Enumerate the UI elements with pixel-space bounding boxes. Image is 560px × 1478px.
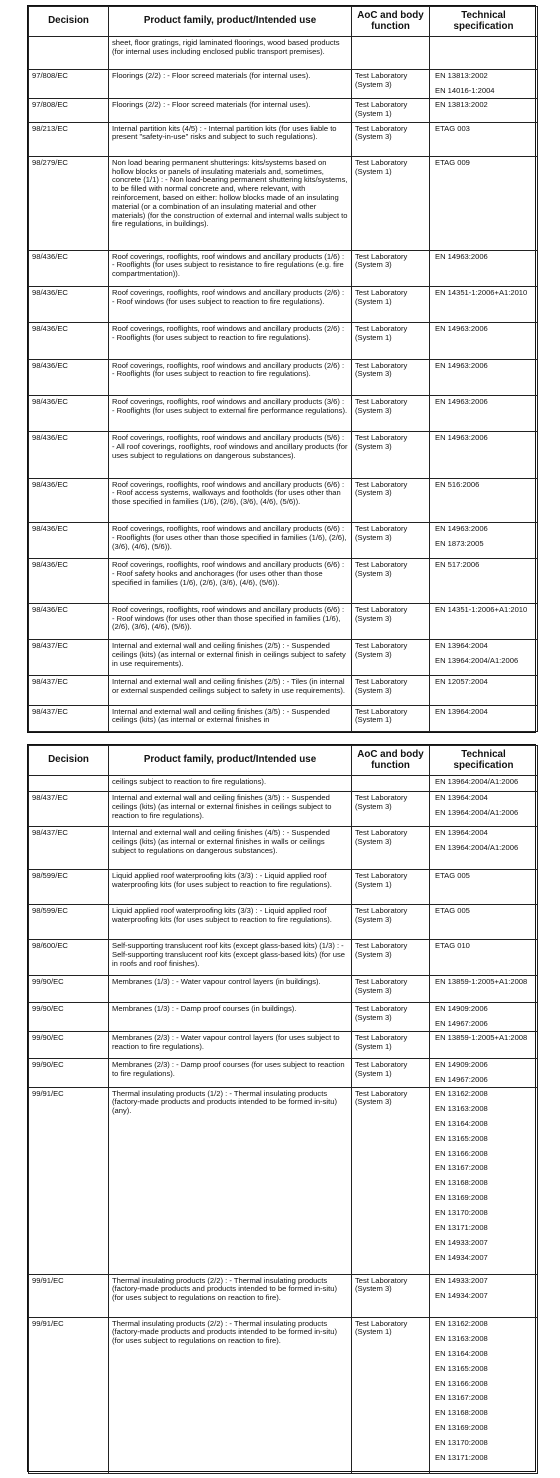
spec-cell	[430, 70, 538, 99]
table-row	[29, 905, 538, 940]
header-spec: Technical specification	[430, 746, 538, 776]
decision-cell: 98/437/EC	[29, 705, 109, 731]
spec-entry: EN 1873:2005	[435, 539, 484, 548]
aoc-cell: Test Laboratory (System 3)	[352, 976, 430, 1003]
table-row	[29, 1087, 538, 1274]
aoc-cell: Test Laboratory (System 1)	[352, 156, 430, 250]
spec-entry: EN 13171:2008	[435, 1453, 488, 1463]
product-cell: Liquid applied roof waterproofing kits (3/3) : - Liquid applied roof waterproofing kits (for uses subject to reaction to fire regulations).	[109, 905, 352, 940]
spec-entry: EN 13964:2004/A1:2006	[435, 656, 519, 666]
product-cell: Roof coverings, rooflights, roof windows and ancillary products (2/6) : - Roof windows (for uses subject to reaction to fire regulations).	[109, 286, 352, 322]
spec-cell	[430, 940, 538, 976]
aoc-cell: Test Laboratory (System 1)	[352, 1317, 430, 1473]
spec-cell	[430, 1058, 538, 1087]
decision-cell	[29, 37, 109, 70]
product-cell: Membranes (2/3) : - Damp proof courses (for uses subject to reaction to fire regulations).	[109, 1058, 352, 1087]
table-row	[29, 286, 538, 322]
spec-entry: EN 13164:2008	[435, 1118, 488, 1128]
aoc-cell: Test Laboratory (System 3)	[352, 559, 430, 603]
decision-cell: 98/436/EC	[29, 478, 109, 522]
product-cell: Roof coverings, rooflights, roof windows and ancillary products (3/6) : - Rooflights (for uses subject to external fire performance regulations).	[109, 395, 352, 431]
spec-cell	[430, 523, 538, 559]
spec-entry: EN 14016-1:2004	[435, 86, 495, 96]
product-cell: Internal partition kits (4/5) : - Internal partition kits (for uses liable to present "safety-in-use" risks and subject to such regulations).	[109, 122, 352, 156]
spec-entry: EN 516:2006	[435, 479, 480, 489]
decision-cell: 98/279/EC	[29, 156, 109, 250]
spec-entry: EN 13171:2008	[435, 1223, 488, 1233]
spec-entry: EN 13163:2008	[435, 1333, 488, 1343]
table-row	[29, 1317, 538, 1473]
aoc-cell: Test Laboratory (System 3)	[352, 122, 430, 156]
spec-cell	[430, 359, 538, 395]
aoc-cell: Test Laboratory (System 1)	[352, 323, 430, 359]
decision-cell: 99/90/EC	[29, 1003, 109, 1032]
aoc-cell: Test Laboratory (System 3)	[352, 940, 430, 976]
spec-cell	[430, 776, 538, 792]
table-row	[29, 1274, 538, 1317]
aoc-cell	[352, 37, 430, 70]
decision-cell: 99/91/EC	[29, 1274, 109, 1317]
decision-cell: 99/90/EC	[29, 1031, 109, 1058]
spec-entry: EN 13165:2008	[435, 1133, 488, 1143]
spec-entry: EN 13166:2008	[435, 1148, 488, 1158]
product-cell: Membranes (1/3) : - Water vapour control layers (in buildings).	[109, 976, 352, 1003]
table-row	[29, 705, 538, 731]
aoc-cell: Test Laboratory (System 3)	[352, 792, 430, 827]
spec-cell	[430, 286, 538, 322]
aoc-cell: Test Laboratory (System 1)	[352, 1058, 430, 1087]
spec-cell	[430, 870, 538, 905]
spec-cell	[430, 1031, 538, 1058]
aoc-cell: Test Laboratory (System 3)	[352, 359, 430, 395]
product-cell: Membranes (1/3) : - Damp proof courses (in buildings).	[109, 1003, 352, 1032]
spec-entry: EN 13170:2008	[435, 1438, 488, 1448]
decision-cell: 98/436/EC	[29, 432, 109, 478]
spec-entry: EN 13167:2008	[435, 1163, 488, 1173]
table-row	[29, 250, 538, 286]
decision-cell: 98/436/EC	[29, 523, 109, 559]
spec-cell	[430, 603, 538, 639]
product-cell: Liquid applied roof waterproofing kits (3/3) : - Liquid applied roof waterproofing kits (for uses subject to reaction to fire regulations).	[109, 870, 352, 905]
decision-cell: 97/808/EC	[29, 99, 109, 122]
spec-cell	[430, 432, 538, 478]
specification-table-2	[28, 745, 538, 1474]
spec-entry: EN 13859-1:2005+A1:2008	[435, 977, 528, 986]
aoc-cell: Test Laboratory (System 1)	[352, 1031, 430, 1058]
decision-cell: 98/437/EC	[29, 827, 109, 870]
spec-cell	[430, 1317, 538, 1473]
spec-entry: EN 517:2006	[435, 560, 480, 570]
decision-cell: 98/436/EC	[29, 286, 109, 322]
decision-cell: 98/599/EC	[29, 870, 109, 905]
table-row	[29, 1058, 538, 1087]
product-cell: Non load bearing permanent shutterings: kits/systems based on hollow blocks or panels of insulating materials and, sometimes, concrete (1/1) : - Non load-bearing permanent shuttering kits/systems, to be filled with normal concrete and, where relevant, with reinforcement, based on either: hollow blocks made of an insulating material (or a combination of an insulating material and other materials) (for the construction of external and internal walls subject to fire regulations, in buildings).	[109, 156, 352, 250]
product-cell: Roof coverings, rooflights, roof windows and ancillary products (6/6) : - Roof windows (for uses other than those specified in families (1/6), (2/6), (3/6), (4/6), (5/6)).	[109, 603, 352, 639]
spec-entry: EN 14963:2006	[435, 433, 488, 443]
table-row	[29, 1031, 538, 1058]
product-cell: Internal and external wall and ceiling finishes (2/5) : - Suspended ceilings (kits) (as internal or external finish in ceilings subject to safety in use requirements).	[109, 640, 352, 676]
spec-entry: EN 14963:2006	[435, 251, 488, 261]
product-cell: Internal and external wall and ceiling finishes (3/5) : - Suspended ceilings (kits) (as internal or external finishes in ceilings subject to reaction to fire regulations).	[109, 792, 352, 827]
spec-entry: EN 13813:2002	[435, 71, 488, 81]
table-row	[29, 523, 538, 559]
spec-entry: EN 13964:2004	[435, 706, 488, 716]
spec-cell	[430, 705, 538, 731]
aoc-cell: Test Laboratory (System 3)	[352, 640, 430, 676]
table-row	[29, 478, 538, 522]
spec-entry: EN 13964:2004/A1:2006	[435, 777, 519, 786]
product-cell: Roof coverings, rooflights, roof windows and ancillary products (2/6) : - Rooflights (for uses subject to reaction to fire regulations).	[109, 323, 352, 359]
spec-entry: EN 13169:2008	[435, 1193, 488, 1203]
spec-entry: EN 14933:2007	[435, 1275, 488, 1285]
table-row	[29, 976, 538, 1003]
aoc-cell: Test Laboratory (System 3)	[352, 827, 430, 870]
spec-cell	[430, 323, 538, 359]
decision-cell	[29, 776, 109, 792]
decision-cell: 98/436/EC	[29, 323, 109, 359]
product-cell: Internal and external wall and ceiling finishes (4/5) : - Suspended ceilings (kits) (as internal or external finishes in walls or ceilings subject to regulations on dangerous substances).	[109, 827, 352, 870]
decision-cell: 98/600/EC	[29, 940, 109, 976]
spec-entry: ETAG 005	[435, 906, 470, 915]
product-cell: Thermal insulating products (2/2) : - Thermal insulating products (factory-made products and products intended to be formed in-situ) (for uses subject to regulations on reaction to fire).	[109, 1274, 352, 1317]
spec-entry: EN 13964:2004	[435, 793, 488, 802]
decision-cell: 99/90/EC	[29, 1058, 109, 1087]
spec-entry: EN 14909:2006	[435, 1004, 488, 1013]
spec-cell	[430, 1003, 538, 1032]
decision-cell: 98/213/EC	[29, 122, 109, 156]
table-row	[29, 559, 538, 603]
spec-entry: EN 14351-1:2006+A1:2010	[435, 604, 528, 614]
spec-entry: ETAG 010	[435, 941, 470, 950]
header-decision: Decision	[29, 7, 109, 37]
spec-cell	[430, 905, 538, 940]
spec-entry: EN 14967:2006	[435, 1074, 488, 1084]
decision-cell: 98/436/EC	[29, 250, 109, 286]
decision-cell: 99/91/EC	[29, 1087, 109, 1274]
spec-cell	[430, 676, 538, 705]
spec-entry: EN 13964:2004	[435, 641, 488, 651]
spec-cell	[430, 827, 538, 870]
aoc-cell: Test Laboratory (System 3)	[352, 1274, 430, 1317]
spec-entry: EN 13162:2008	[435, 1318, 488, 1328]
product-cell: Roof coverings, rooflights, roof windows and ancillary products (6/6) : - Roof access systems, walkways and footholds (for uses other than those specified in families (1/6), (2/6), (3/6), (4/6), (5/6)).	[109, 478, 352, 522]
document-page-2	[27, 744, 536, 1472]
product-cell: ceilings subject to reaction to fire regulations).	[109, 776, 352, 792]
spec-entry: EN 13859-1:2005+A1:2008	[435, 1032, 528, 1042]
product-cell: Self-supporting translucent roof kits (except glass-based kits) (1/3) : - Self-supporting translucent roof kits (except glass-based kits) (for use in roofs and roof finishes).	[109, 940, 352, 976]
spec-cell	[430, 478, 538, 522]
product-cell: Internal and external wall and ceiling finishes (3/5) : - Suspended ceilings (kits) (as internal or external finishes in	[109, 705, 352, 731]
spec-cell	[430, 976, 538, 1003]
aoc-cell	[352, 776, 430, 792]
table-body-1	[29, 37, 538, 732]
spec-entry: ETAG 003	[435, 123, 470, 133]
spec-entry: EN 13964:2004	[435, 828, 488, 837]
table-row	[29, 603, 538, 639]
product-cell: Roof coverings, rooflights, roof windows and ancillary products (2/6) : - Rooflights (for uses subject to reaction to fire regulations).	[109, 359, 352, 395]
spec-entry: EN 14963:2006	[435, 396, 488, 406]
aoc-cell: Test Laboratory (System 1)	[352, 99, 430, 122]
table-row	[29, 792, 538, 827]
product-cell: Roof coverings, rooflights, roof windows and ancillary products (1/6) : - Rooflights (for uses subject to resistance to fire regulations (e.g. fire compartmentation)).	[109, 250, 352, 286]
spec-entry: ETAG 009	[435, 157, 470, 167]
spec-cell	[430, 640, 538, 676]
table-row	[29, 70, 538, 99]
spec-entry: EN 13813:2002	[435, 100, 488, 110]
table-row	[29, 940, 538, 976]
spec-entry: EN 13170:2008	[435, 1208, 488, 1218]
spec-entry: EN 14933:2007	[435, 1238, 488, 1248]
spec-cell	[430, 250, 538, 286]
aoc-cell: Test Laboratory (System 3)	[352, 478, 430, 522]
aoc-cell: Test Laboratory (System 3)	[352, 432, 430, 478]
aoc-cell: Test Laboratory (System 3)	[352, 676, 430, 705]
header-decision: Decision	[29, 746, 109, 776]
spec-entry: EN 13163:2008	[435, 1103, 488, 1113]
aoc-cell: Test Laboratory (System 1)	[352, 705, 430, 731]
spec-entry: ETAG 005	[435, 871, 470, 880]
decision-cell: 98/437/EC	[29, 792, 109, 827]
product-cell: Thermal insulating products (1/2) : - Thermal insulating products (factory-made products and products intended to be formed in-situ) (any).	[109, 1087, 352, 1274]
table-row	[29, 827, 538, 870]
spec-cell	[430, 792, 538, 827]
product-cell: Roof coverings, rooflights, roof windows and ancillary products (6/6) : - Roof safety hooks and anchorages (for uses other than those specified in families (1/6), (2/6), (3/6), (4/6), (5/6)).	[109, 559, 352, 603]
aoc-cell: Test Laboratory (System 1)	[352, 286, 430, 322]
product-cell: Internal and external wall and ceiling finishes (2/5) : - Tiles (in internal or external suspended ceilings subject to safety in use requirements).	[109, 676, 352, 705]
table-row	[29, 99, 538, 122]
aoc-cell: Test Laboratory (System 1)	[352, 870, 430, 905]
product-cell: sheet, floor gratings, rigid laminated floorings, wood based products (for internal uses including enclosed public transport premises).	[109, 37, 352, 70]
spec-entry: EN 14934:2007	[435, 1253, 488, 1263]
decision-cell: 98/436/EC	[29, 603, 109, 639]
table-row	[29, 676, 538, 705]
decision-cell: 98/437/EC	[29, 676, 109, 705]
spec-cell	[430, 559, 538, 603]
product-cell: Membranes (2/3) : - Water vapour control layers (for uses subject to reaction to fire regulations).	[109, 1031, 352, 1058]
spec-entry: EN 14909:2006	[435, 1059, 488, 1069]
table-row	[29, 432, 538, 478]
spec-cell	[430, 122, 538, 156]
spec-entry: EN 13167:2008	[435, 1393, 488, 1403]
decision-cell: 98/436/EC	[29, 395, 109, 431]
decision-cell: 98/437/EC	[29, 640, 109, 676]
table-row	[29, 776, 538, 792]
specification-table-1	[28, 6, 538, 732]
product-cell: Roof coverings, rooflights, roof windows and ancillary products (5/6) : - All roof coverings, rooflights, roof windows and ancillary products (for uses subject to regulations on dangerous substances).	[109, 432, 352, 478]
aoc-cell: Test Laboratory (System 3)	[352, 1003, 430, 1032]
spec-cell	[430, 1087, 538, 1274]
header-aoc: AoC and body function	[352, 746, 430, 776]
table-row	[29, 395, 538, 431]
spec-cell	[430, 395, 538, 431]
table-row	[29, 156, 538, 250]
table-row	[29, 323, 538, 359]
spec-cell	[430, 37, 538, 70]
spec-entry: EN 13964:2004/A1:2006	[435, 807, 519, 817]
decision-cell: 98/436/EC	[29, 359, 109, 395]
table-row	[29, 37, 538, 70]
spec-entry: EN 14351-1:2006+A1:2010	[435, 287, 528, 297]
table-body-2	[29, 776, 538, 1474]
aoc-cell: Test Laboratory (System 3)	[352, 603, 430, 639]
spec-entry: EN 14967:2006	[435, 1018, 488, 1028]
spec-entry: EN 13964:2004/A1:2006	[435, 842, 519, 852]
aoc-cell: Test Laboratory (System 3)	[352, 70, 430, 99]
decision-cell: 98/436/EC	[29, 559, 109, 603]
spec-entry: EN 14934:2007	[435, 1290, 488, 1300]
spec-entry: EN 13162:2008	[435, 1088, 488, 1098]
spec-entry: EN 13166:2008	[435, 1378, 488, 1388]
decision-cell: 98/599/EC	[29, 905, 109, 940]
spec-entry: EN 13168:2008	[435, 1178, 488, 1188]
table-header-row	[29, 746, 538, 776]
header-product: Product family, product/Intended use	[109, 746, 352, 776]
spec-entry: EN 14963:2006	[435, 360, 488, 370]
spec-cell	[430, 156, 538, 250]
spec-entry: EN 13168:2008	[435, 1408, 488, 1418]
decision-cell: 99/91/EC	[29, 1317, 109, 1473]
header-product: Product family, product/Intended use	[109, 7, 352, 37]
header-aoc: AoC and body function	[352, 7, 430, 37]
aoc-cell: Test Laboratory (System 3)	[352, 395, 430, 431]
aoc-cell: Test Laboratory (System 3)	[352, 250, 430, 286]
aoc-cell: Test Laboratory (System 3)	[352, 1087, 430, 1274]
table-row	[29, 1003, 538, 1032]
aoc-cell: Test Laboratory (System 3)	[352, 905, 430, 940]
table-row	[29, 640, 538, 676]
table-row	[29, 122, 538, 156]
spec-cell	[430, 1274, 538, 1317]
spec-cell	[430, 99, 538, 122]
decision-cell: 97/808/EC	[29, 70, 109, 99]
product-cell: Thermal insulating products (2/2) : - Thermal insulating products (factory-made products and products intended to be formed in-situ) (for uses subject to regulations on reaction to fire).	[109, 1317, 352, 1473]
decision-cell: 99/90/EC	[29, 976, 109, 1003]
spec-entry: EN 13164:2008	[435, 1348, 488, 1358]
document-page-1	[27, 5, 536, 733]
product-cell: Floorings (2/2) : - Floor screed materials (for internal uses).	[109, 99, 352, 122]
table-row	[29, 870, 538, 905]
product-cell: Roof coverings, rooflights, roof windows and ancillary products (6/6) : - Rooflights (for uses other than those specified in families (1/6), (2/6), (3/6), (4/6), (5/6)).	[109, 523, 352, 559]
product-cell: Floorings (2/2) : - Floor screed materials (for internal uses).	[109, 70, 352, 99]
table-header-row	[29, 7, 538, 37]
spec-entry: EN 14963:2006	[435, 524, 488, 534]
spec-entry: EN 13165:2008	[435, 1363, 488, 1373]
aoc-cell: Test Laboratory (System 3)	[352, 523, 430, 559]
table-row	[29, 359, 538, 395]
spec-entry: EN 12057:2004	[435, 677, 488, 687]
spec-entry: EN 14963:2006	[435, 324, 488, 334]
header-spec: Technical specification	[430, 7, 538, 37]
spec-entry: EN 13169:2008	[435, 1423, 488, 1433]
